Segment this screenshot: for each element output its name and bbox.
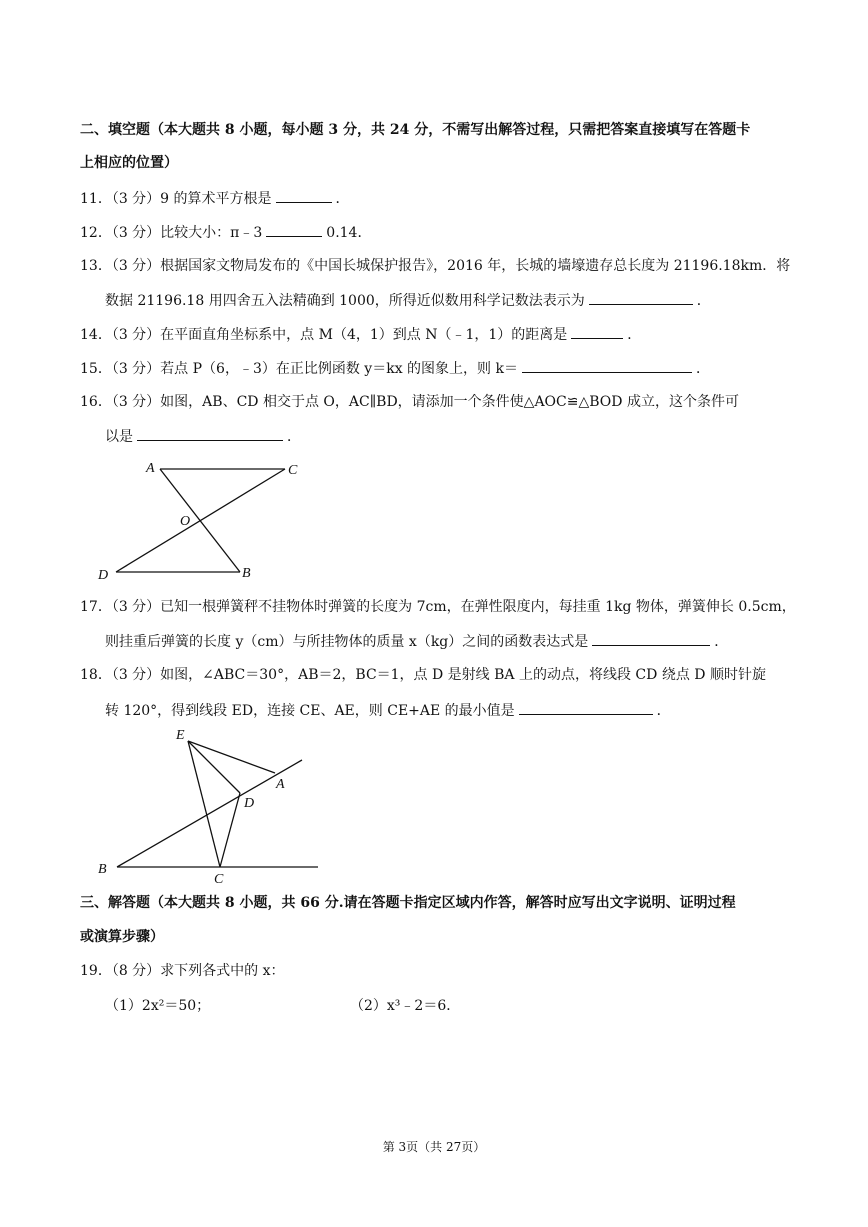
question-19-part1: （1）2x²＝50； [105,998,211,1014]
question-18-line1: 18．（3 分）如图，∠ABC＝30°，AB＝2，BC＝1，点 D 是射线 BA 上的动点，将线段 CD 绕点 D 顺时针旋 [80,667,766,683]
figure-q18 [90,725,330,885]
label-c: C [214,872,224,885]
q15-end: ． [695,361,710,377]
label-e: E [176,728,185,743]
q12-text: 12．（3 分）比较大小：π﹣3 [80,225,263,241]
question-12 [80,222,371,243]
ray-ba [117,760,302,867]
q17-line2-text: 则挂重后弹簧的长度 y（cm）与所挂物体的质量 x（kg）之间的函数表达式是 [105,634,589,650]
q18-end: ． [656,703,671,719]
answer-blank[interactable] [522,358,692,373]
label-b: B [242,566,251,581]
q12-end: 0.14． [326,225,372,241]
question-13-line2 [105,290,711,311]
segment-ec [188,741,220,867]
question-19: 19．（8 分）求下列各式中的 x： [80,963,285,979]
label-d: D [244,796,255,811]
question-14 [80,324,641,345]
label-o: O [180,514,191,529]
section2-title-line2: 上相应的位置） [80,155,178,171]
q17-end: ． [714,634,729,650]
q11-text: 11．（3 分）9 的算术平方根是 [80,191,272,207]
q13-end: ． [696,293,711,309]
answer-blank[interactable] [592,631,710,646]
q13-line2-text: 数据 21196.18 用四舍五入法精确到 1000，所得近似数用科学记数法表示为 [105,293,585,309]
question-17-line2 [105,631,728,652]
section3-title-line1: 三、解答题（本大题共 8 小题，共 66 分.请在答题卡指定区域内作答，解答时应写出文字说明、证明过程 [80,895,736,911]
label-a: A [146,461,155,476]
question-19-part2: （2）x³﹣2＝6． [350,998,461,1014]
q16-end: ． [287,429,301,445]
q18-line2-text: 转 120°，得到线段 ED，连接 CE、AE，则 CE+AE 的最小值是 [105,703,515,719]
figure-q16 [90,455,320,585]
question-16-line2 [105,426,301,447]
question-17-line1: 17．（3 分）已知一根弹簧秤不挂物体时弹簧的长度为 7cm，在弹性限度内，每挂重 1kg 物体，弹簧伸长 0.5cm， [80,599,796,615]
label-d: D [98,568,109,583]
q11-end: ． [335,191,350,207]
segment-ea [188,741,275,773]
answer-blank[interactable] [571,324,623,339]
question-15 [80,358,710,379]
answer-blank[interactable] [276,188,332,203]
label-c: C [288,463,298,478]
q15-text: 15．（3 分）若点 P（6，﹣3）在正比例函数 y＝kx 的图象上，则 k＝ [80,361,518,377]
label-a: A [276,777,285,792]
segment-ed [188,741,240,793]
answer-blank[interactable] [266,222,322,237]
question-18-line2 [105,700,671,721]
segment-dc [220,793,240,867]
q16-line2-text: 以是 [105,429,133,445]
segment-dc [116,469,285,572]
question-16-line1: 16．（3 分）如图，AB、CD 相交于点 O，AC∥BD，请添加一个条件使△AOC≌△BOD 成立，这个条件可 [80,394,739,410]
section2-title-line1: 二、填空题（本大题共 8 小题，每小题 3 分，共 24 分，不需写出解答过程，只需把答案直接填写在答题卡 [80,122,751,138]
label-b: B [98,862,107,877]
section3-title-line2: 或演算步骤） [80,929,164,945]
q14-end: ． [627,327,642,343]
answer-blank[interactable] [137,426,283,441]
answer-blank[interactable] [519,700,653,715]
answer-blank[interactable] [589,290,693,305]
question-11 [80,188,350,209]
page-footer: 第 3页（共 27页） [382,1140,486,1154]
q14-text: 14．（3 分）在平面直角坐标系中，点 M（4，1）到点 N（﹣1，1）的距离是 [80,327,568,343]
question-13-line1: 13．（3 分）根据国家文物局发布的《中国长城保护报告》，2016 年，长城的墙壕遗存总长度为 21196.18km．将 [80,258,791,274]
